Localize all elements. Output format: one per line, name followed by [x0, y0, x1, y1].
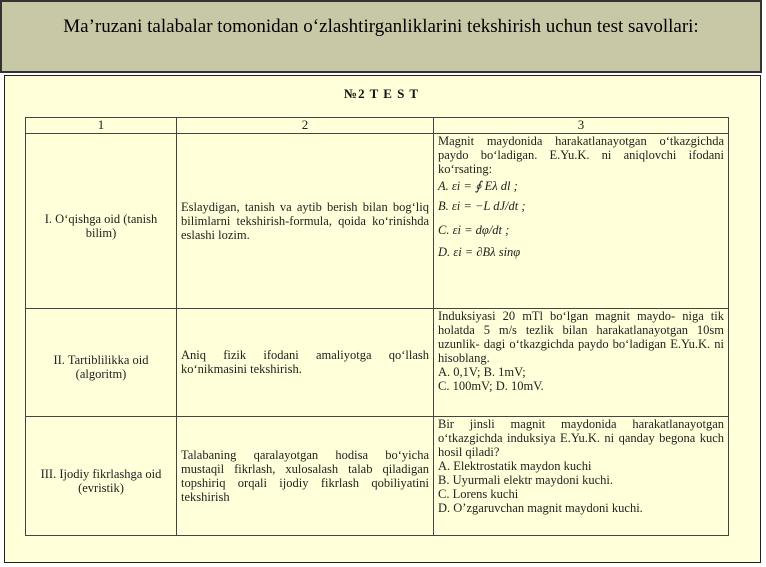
answer-option: D. εi = ∂Bλ sinφ	[438, 244, 521, 259]
level-cell: III. Ijodiy fikrlashga oid (evristik)	[26, 416, 177, 535]
answer-option: A. 0,1V; B. 1mV;	[438, 364, 526, 379]
answer-option: B. εi = −L dJ/dt ;	[438, 198, 526, 213]
column-header: 3	[434, 118, 729, 134]
answer-option: C. 100mV; D. 10mV.	[438, 378, 544, 393]
answer-option: B. Uyurmali elektr maydoni kuchi.	[438, 472, 613, 487]
answer-option: A. Elektrostatik maydon kuchi	[438, 458, 592, 473]
table-row	[26, 133, 729, 308]
test-title: №2 T E S T	[344, 86, 420, 101]
question-cell	[434, 133, 729, 308]
description-cell: Eslaydigan, tanish va aytib berish bilan bog‘liq bilimlarni tekshirish-formula, qoida ko‘rinishda eslashi lozim.	[177, 133, 434, 308]
question-text: Induksiyasi 20 mTl bo‘lgan magnit maydo- niga tik holatda 5 m/s tezlik bilan harakatlanayotgan 10sm uzunlik- dagi o‘tkazgichda paydo bo‘ladigan E.Yu.K. ni hisoblang.	[438, 308, 724, 365]
table-row	[26, 416, 729, 535]
slide-header	[0, 0, 762, 73]
answer-option: A. εi = ∮ Eλ dl ;	[438, 178, 518, 193]
answer-option: C. Lorens kuchi	[438, 486, 519, 501]
slide-title: Ma’ruzani talabalar tomonidan o‘zlashtirganliklarini tekshirish uchun test savollari:	[63, 16, 699, 37]
description-cell: Aniq fizik ifodani amaliyotga qo‘llash ko‘nikmasini tekshirish.	[177, 308, 434, 416]
column-header: 2	[177, 118, 434, 134]
question-cell	[434, 308, 729, 416]
level-cell: I. O‘qishga oid (tanish bilim)	[26, 133, 177, 308]
answer-option: D. O’zgaruvchan magnit maydoni kuchi.	[438, 500, 643, 515]
table-row	[26, 308, 729, 416]
question-cell	[434, 416, 729, 535]
table-header-row	[26, 118, 729, 134]
description-cell: Talabaning qaralayotgan hodisa bo‘yicha mustaqil fikrlash, xulosalash talab qiladigan topshiriq orqali ijodiy fikrlash qobiliyatini tekshirish	[177, 416, 434, 535]
column-header: 1	[26, 118, 177, 134]
question-text: Bir jinsli magnit maydonida harakatlanayotgan o‘tkazgichda induksiya E.Yu.K. ni qanday begona kuch hosil qiladi?	[438, 416, 724, 459]
level-cell: II. Tartiblilikka oid (algoritm)	[26, 308, 177, 416]
question-text: Magnit maydonida harakatlanayotgan o‘tkazgichda paydo bo‘ladigan. E.Yu.K. ni aniqlovchi ifodani ko‘rsating:	[438, 133, 724, 176]
answer-option: C. εi = dφ/dt ;	[438, 222, 510, 237]
test-table	[25, 117, 729, 536]
